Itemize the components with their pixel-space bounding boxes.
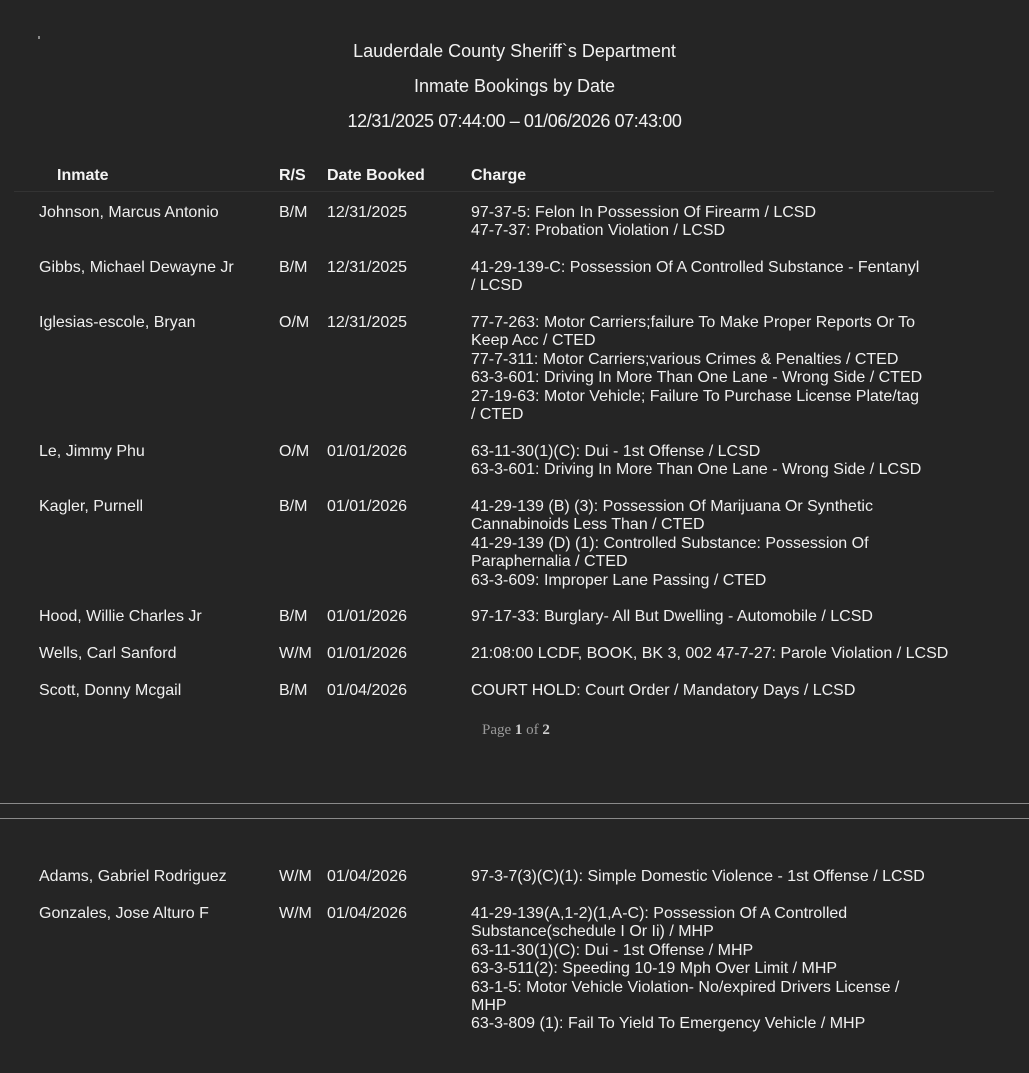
report-title: Lauderdale County Sheriff`s Department [353,41,676,61]
column-header-inmate: Inmate [57,167,109,184]
inmate-name: Hood, Willie Charles Jr [39,608,202,625]
date-booked: 01/01/2026 [327,645,408,662]
date-booked: 01/01/2026 [327,498,408,515]
charge-list [471,498,941,590]
page-corner-mark [38,36,40,39]
column-header-charge: Charge [471,167,527,184]
inmate-name: Gibbs, Michael Dewayne Jr [39,259,234,276]
date-booked: 12/31/2025 [327,314,408,331]
charge-line: 63-1-5: Motor Vehicle Violation- No/expired Drivers License / [471,978,900,996]
charge-line: 77-7-311: Motor Carriers;various Crimes & Penalties / CTED [471,350,899,368]
race-sex: B/M [279,608,308,625]
charge-list [471,259,941,296]
report-subtitle: Inmate Bookings by Date [413,76,616,96]
page-label: Page [482,722,512,738]
race-sex: O/M [279,314,310,331]
race-sex: B/M [279,204,308,221]
charge-line: Cannabinoids Less Than / CTED [471,516,705,534]
charge-line: 41-29-139-C: Possession Of A Controlled Substance - Fentanyl [471,259,920,276]
race-sex: W/M [279,645,312,662]
charge-line: 63-3-511(2): Speeding 10-19 Mph Over Limit / MHP [471,960,838,978]
charge-line: 47-7-37: Probation Violation / LCSD [471,222,726,240]
page-of: of [526,722,539,738]
charge-line: 63-11-30(1)(C): Dui - 1st Offense / LCSD [471,443,761,460]
column-header-date-booked: Date Booked [327,167,425,184]
charge-line: 21:08:00 LCDF, BOOK, BK 3, 002 47-7-27: Parole Violation / LCSD [471,645,949,662]
charge-line: 41-29-139 (D) (1): Controlled Substance: Possession Of [471,534,869,552]
charge-list [471,204,941,241]
charge-line: 63-11-30(1)(C): Dui - 1st Offense / MHP [471,941,754,959]
charge-line: MHP [471,997,507,1015]
charge-line: Paraphernalia / CTED [471,553,628,571]
charge-line: 63-3-809 (1): Fail To Yield To Emergency Vehicle / MHP [471,1015,866,1033]
charge-list [471,868,941,886]
race-sex: B/M [279,259,308,276]
charge-list [471,905,941,1034]
header-divider [14,191,994,192]
charge-line: Substance(schedule I Or Ii) / MHP [471,923,714,941]
charge-line: Keep Acc / CTED [471,332,596,350]
race-sex: B/M [279,498,308,515]
date-booked: 01/04/2026 [327,868,408,885]
charge-line: 63-3-601: Driving In More Than One Lane - Wrong Side / CTED [471,369,923,387]
page-break-bottom [0,818,1029,819]
race-sex: B/M [279,682,308,699]
charge-list [471,608,941,626]
page-break-top [0,803,1029,804]
page-total: 2 [542,722,550,738]
charge-line: 63-3-601: Driving In More Than One Lane - Wrong Side / LCSD [471,461,922,479]
charge-line: 41-29-139 (B) (3): Possession Of Marijuana Or Synthetic [471,498,873,515]
inmate-name: Iglesias-escole, Bryan [39,314,196,331]
race-sex: O/M [279,443,310,460]
inmate-name: Gonzales, Jose Alturo F [39,905,209,922]
report-date-range: 12/31/2025 07:44:00 – 01/06/2026 07:43:00 [347,111,682,131]
inmate-name: Le, Jimmy Phu [39,443,145,460]
race-sex: W/M [279,905,312,922]
charge-list [471,645,949,663]
inmate-name: Johnson, Marcus Antonio [39,204,219,221]
date-booked: 12/31/2025 [327,204,408,221]
page-indicator [482,722,550,739]
charge-line: 41-29-139(A,1-2)(1,A-C): Possession Of A Controlled [471,905,848,922]
date-booked: 12/31/2025 [327,259,408,276]
charge-line: / CTED [471,406,524,424]
charge-line: 77-7-263: Motor Carriers;failure To Make Proper Reports Or To [471,314,916,331]
charge-line: 27-19-63: Motor Vehicle; Failure To Purchase License Plate/tag [471,387,919,405]
charge-line: 97-3-7(3)(C)(1): Simple Domestic Violence - 1st Offense / LCSD [471,868,925,885]
charge-list [471,314,941,424]
charge-line: 97-17-33: Burglary- All But Dwelling - Automobile / LCSD [471,608,873,625]
page-current: 1 [514,722,523,738]
race-sex: W/M [279,868,312,885]
inmate-name: Adams, Gabriel Rodriguez [39,868,227,885]
inmate-name: Kagler, Purnell [39,498,144,515]
inmate-name: Scott, Donny Mcgail [39,682,182,699]
charge-list [471,443,941,480]
charge-line: COURT HOLD: Court Order / Mandatory Days / LCSD [471,682,856,699]
date-booked: 01/01/2026 [327,443,408,460]
charge-line: 97-37-5: Felon In Possession Of Firearm / LCSD [471,204,817,221]
date-booked: 01/01/2026 [327,608,408,625]
date-booked: 01/04/2026 [327,905,408,922]
charge-list [471,682,941,700]
date-booked: 01/04/2026 [327,682,408,699]
column-header-rs: R/S [279,167,306,184]
charge-line: / LCSD [471,277,523,295]
inmate-name: Wells, Carl Sanford [39,645,177,662]
charge-line: 63-3-609: Improper Lane Passing / CTED [471,571,767,589]
